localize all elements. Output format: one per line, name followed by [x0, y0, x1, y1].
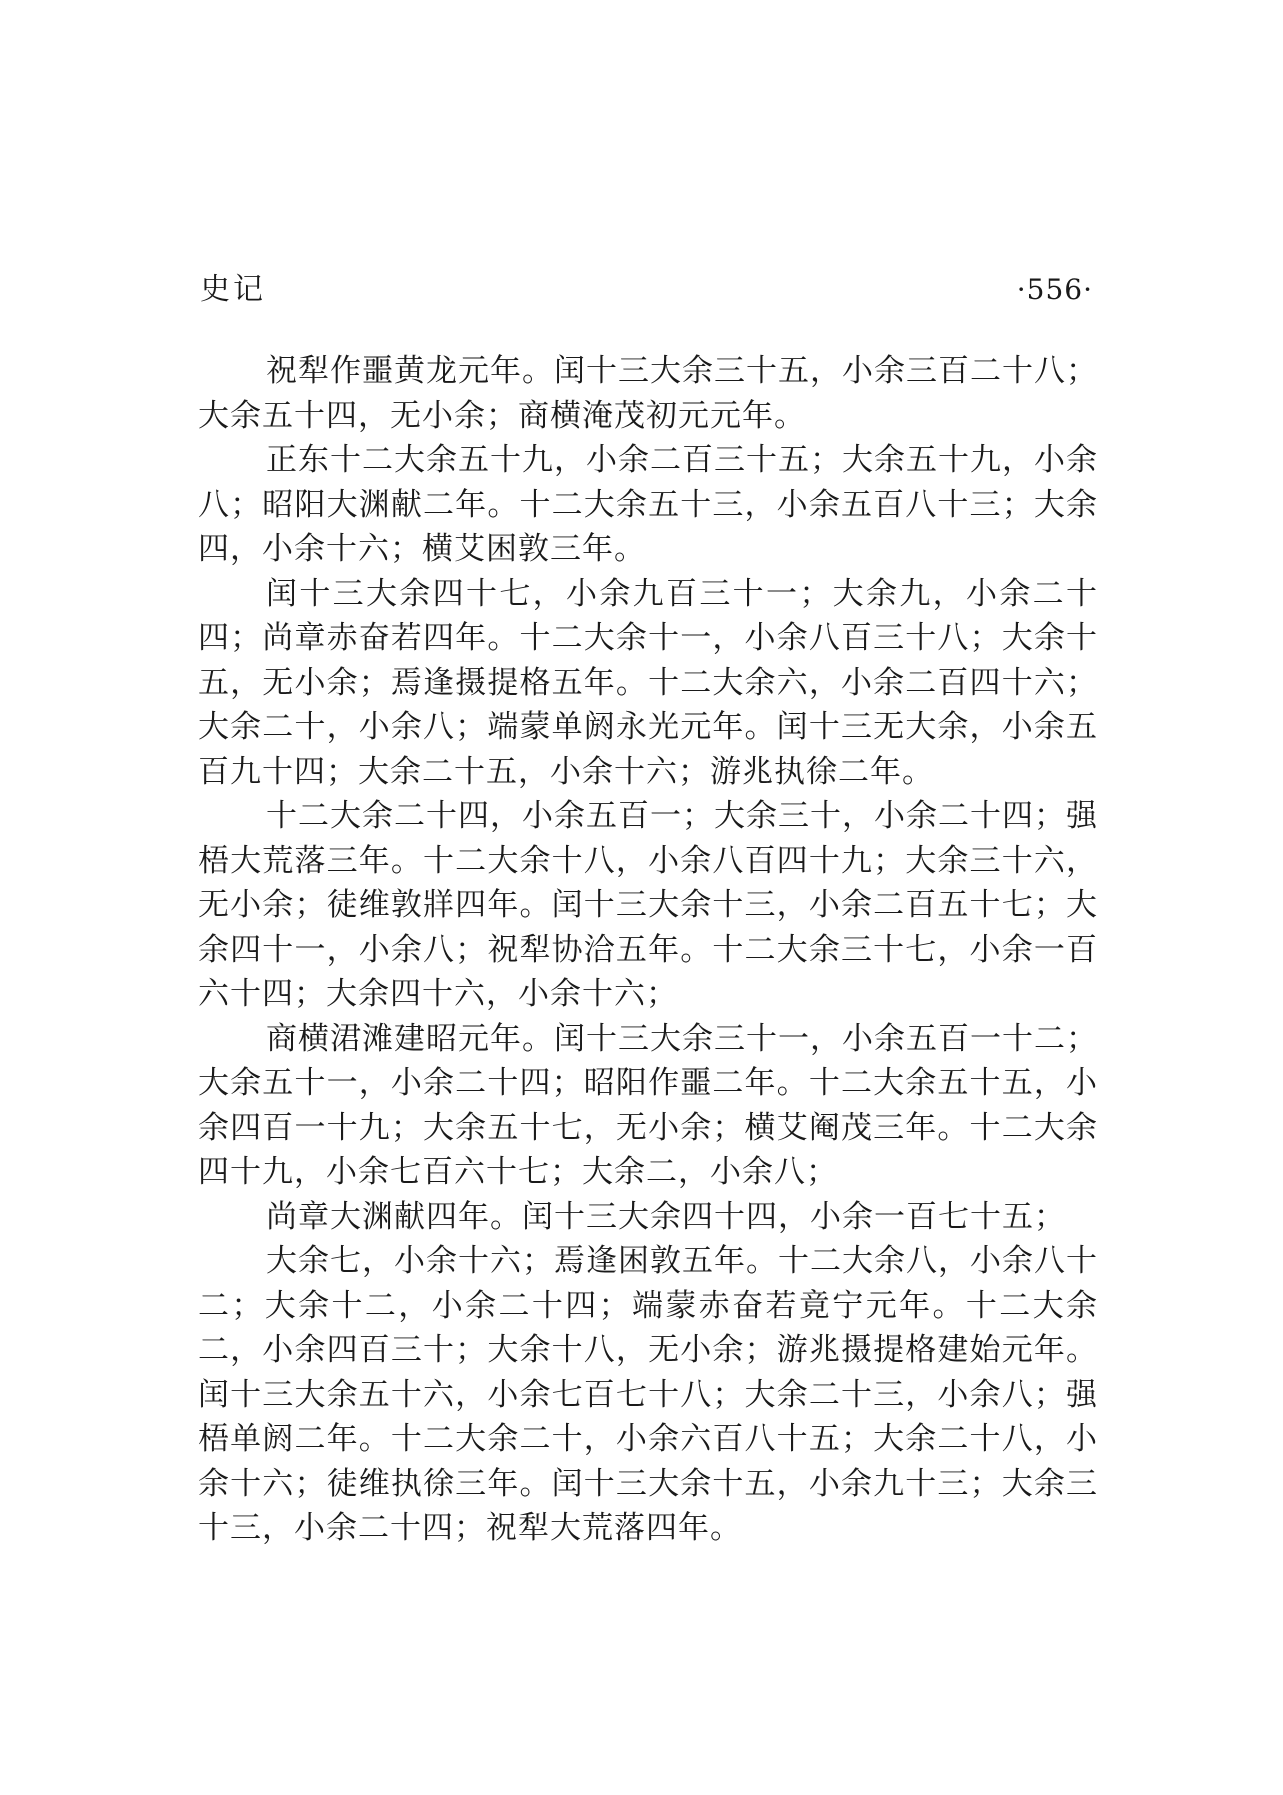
paragraph-6: 尚章大渊献四年。闰十三大余四十四，小余一百七十五；: [266, 1198, 1066, 1235]
text-body: [198, 349, 1098, 1551]
page-number: ·556·: [1016, 273, 1093, 306]
paragraph-3: 闰十三大余四十七，小余九百三十一；大余九，小余二十四；尚章赤奋若四年。十二大余十一，小余八百三十八；大余十五，无小余；焉逢摄提格五年。十二大余六，小余二百四十六；大余二十，小余八；端蒙单阏永光元年。闰十三无大余，小余五百九十四；大余二十五，小余十六；游兆执徐二年。: [198, 575, 1098, 790]
book-title: 史记: [200, 272, 266, 307]
paragraph-4: 十二大余二十四，小余五百一；大余三十，小余二十四；强梧大荒落三年。十二大余十八，小余八百四十九；大余三十六，无小余；徒维敦牂四年。闰十三大余十三，小余二百五十七；大余四十一，小余八；祝犁协洽五年。十二大余三十七，小余一百六十四；大余四十六，小余十六；: [198, 798, 1098, 1012]
paragraph-1: 祝犁作噩黄龙元年。闰十三大余三十五，小余三百二十八；大余五十四，无小余；商横淹茂初元元年。: [198, 353, 1098, 434]
paragraph-5: 商横涒滩建昭元年。闰十三大余三十一，小余五百一十二；大余五十一，小余二十四；昭阳作噩二年。十二大余五十五，小余四百一十九；大余五十七，无小余；横艾阉茂三年。十二大余四十九，小余七百六十七；大余二，小余八；: [198, 1020, 1098, 1190]
paragraph-7: 大余七，小余十六；焉逢困敦五年。十二大余八，小余八十二；大余十二，小余二十四；端蒙赤奋若竟宁元年。十二大余二，小余四百三十；大余十八，无小余；游兆摄提格建始元年。闰十三大余五十六，小余七百七十八；大余二十三，小余八；强梧单阏二年。十二大余二十，小余六百八十五；大余二十八，小余十六；徒维执徐三年。闰十三大余十五，小余九十三；大余三十三，小余二十四；祝犁大荒落四年。: [198, 1243, 1098, 1546]
paragraph-2: 正东十二大余五十九，小余二百三十五；大余五十九，小余八；昭阳大渊献二年。十二大余五十三，小余五百八十三；大余四，小余十六；横艾困敦三年。: [198, 442, 1098, 567]
running-head: [200, 270, 1093, 310]
